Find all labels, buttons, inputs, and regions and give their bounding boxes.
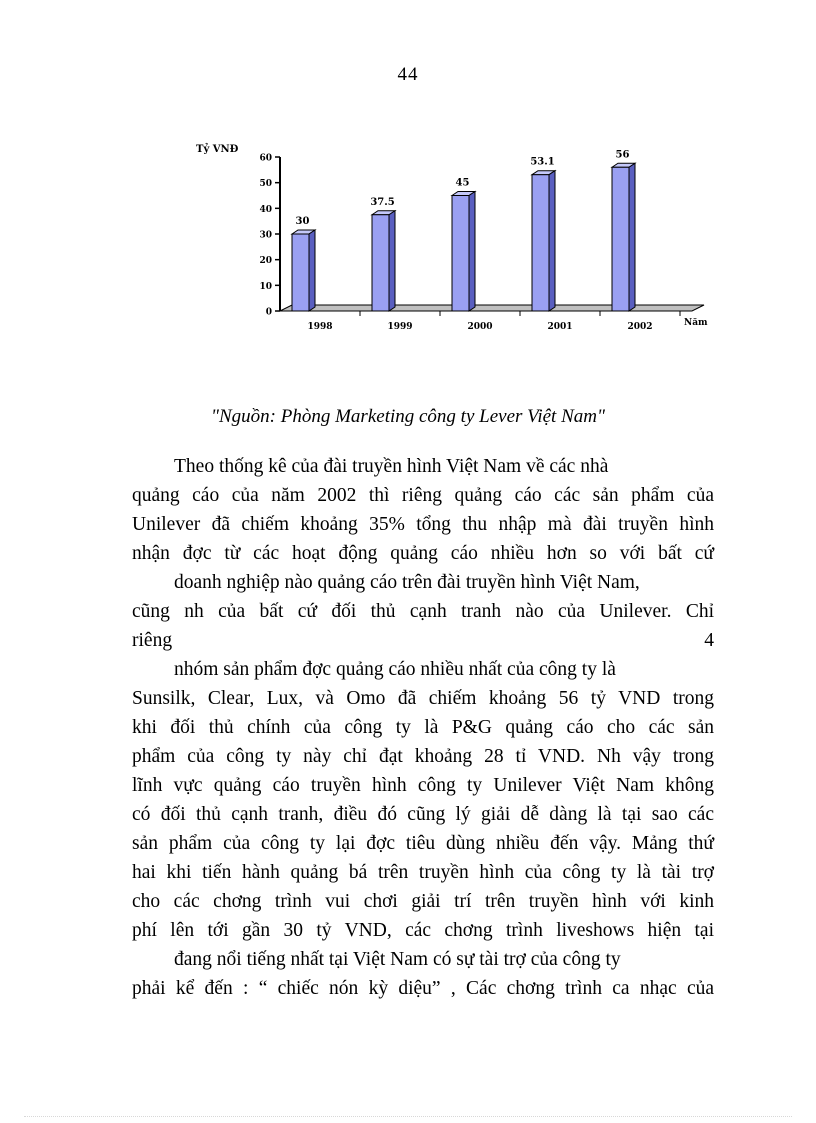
text-line: 4 (704, 630, 714, 651)
bar-side (389, 211, 395, 311)
data-label: 45 (455, 177, 470, 189)
text-line: khi đối thủ chính của công ty là P&G quảng cáo cho các sản (132, 717, 714, 738)
bar (612, 167, 629, 311)
text-line: quảng cáo của năm 2002 thì riêng quảng cáo các sản phẩm của (132, 485, 714, 506)
chart-floor (280, 305, 704, 311)
bar (452, 196, 469, 312)
text-line: Theo thống kê của đài truyền hình Việt Nam về các nhà (174, 456, 609, 477)
x-tick-label: 2000 (467, 322, 493, 332)
page-number: 44 (397, 64, 419, 85)
text-line: nhóm sản phẩm đợc quảng cáo nhiều nhất của công ty là (174, 659, 616, 680)
text-line: cho các chơng trình vui chơi giải trí trên truyền hình với kinh (132, 891, 714, 912)
bar-chart (180, 140, 720, 350)
y-tick-label: 60 (259, 153, 272, 164)
data-label: 30 (295, 216, 310, 227)
text-line: phí lên tới gần 30 tỷ VND, các chơng trình liveshows hiện tại (132, 920, 714, 941)
text-line: cũng nh của bất cứ đối thủ cạnh tranh nào của Unilever. Chỉ (132, 601, 714, 622)
y-tick-label: 0 (265, 307, 272, 318)
text-line: phải kể đến : “ chiếc nón kỳ diệu” , Các chơng trình ca nhạc của (132, 978, 714, 999)
x-tick-label: 2002 (627, 322, 653, 332)
data-label: 56 (615, 149, 630, 161)
text-line: đang nổi tiếng nhất tại Việt Nam có sự tài trợ của công ty (174, 949, 621, 970)
text-line: riêng (132, 630, 173, 651)
text-line: nhận đợc từ các hoạt động quảng cáo nhiều hơn so với bất cứ (132, 543, 714, 564)
data-label: 53.1 (530, 156, 555, 168)
y-tick-label: 30 (259, 230, 272, 241)
y-axis-title: Tỷ VNĐ (196, 144, 239, 155)
y-tick-label: 40 (259, 204, 272, 215)
y-tick-label: 10 (259, 281, 272, 292)
x-axis-title: Năm (684, 318, 708, 328)
bar (372, 215, 389, 311)
bar (292, 234, 309, 311)
y-tick-label: 50 (259, 179, 272, 190)
bar-side (469, 192, 475, 312)
source-caption: "Nguồn: Phòng Marketing công ty Lever Việt Nam" (211, 406, 605, 427)
bar-side (549, 171, 555, 311)
bar (532, 175, 549, 311)
text-line: lĩnh vực quảng cáo truyền hình công ty Unilever Việt Nam không (132, 775, 714, 796)
y-tick-label: 20 (259, 256, 272, 267)
text-line: phẩm của công ty này chỉ đạt khoảng 28 tỉ VND. Nh vậy trong (132, 746, 714, 767)
x-tick-label: 2001 (547, 322, 573, 332)
text-line: sản phẩm của công ty lại đợc tiêu dùng nhiều đến vậy. Mảng thứ (132, 833, 714, 854)
text-line: Sunsilk, Clear, Lux, và Omo đã chiếm khoảng 56 tỷ VND trong (132, 688, 714, 709)
text-line: doanh nghiệp nào quảng cáo trên đài truyền hình Việt Nam, (174, 572, 640, 593)
bar-side (309, 230, 315, 311)
page-bottom-divider (24, 1116, 792, 1117)
text-line: có đối thủ cạnh tranh, điều đó cũng lý giải dễ dàng là tại sao các (132, 804, 714, 825)
x-tick-label: 1999 (387, 322, 413, 332)
bar-side (629, 163, 635, 311)
data-label: 37.5 (370, 196, 395, 208)
x-tick-label: 1998 (307, 322, 333, 332)
text-line: Unilever đã chiếm khoảng 35% tổng thu nhập mà đài truyền hình (132, 514, 714, 535)
text-line: hai khi tiến hành quảng bá trên truyền hình của công ty là tài trợ (132, 862, 714, 883)
